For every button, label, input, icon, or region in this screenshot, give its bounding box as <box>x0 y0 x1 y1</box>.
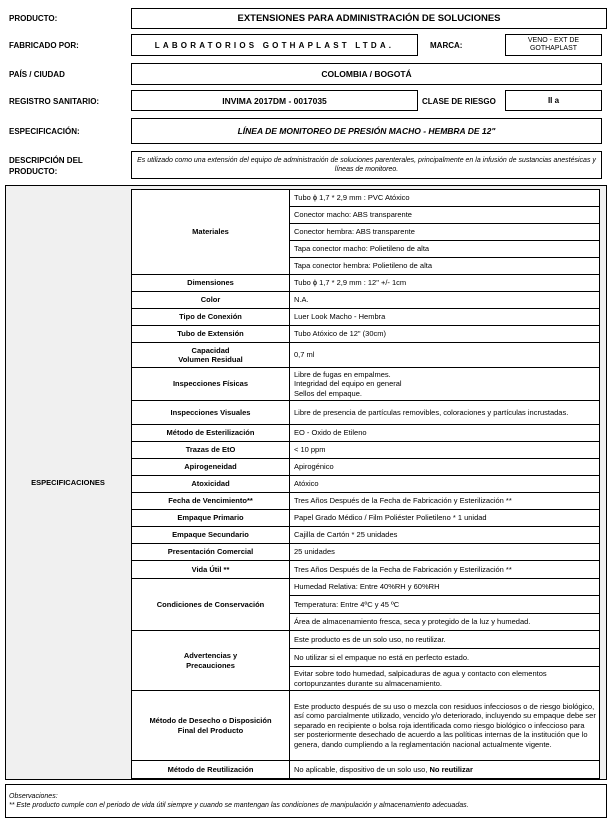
spec-value-insp-fisicas-line2: Integridad del equipo en general <box>294 379 402 389</box>
marca-value-line2: GOTHAPLAST <box>529 45 578 52</box>
spec-value-empaque-secundario: Cajilla de Cartón * 25 unidades <box>290 527 600 544</box>
spec-value-materiales-5: Tapa conector hembra: Polietileno de alta <box>290 258 600 275</box>
producto-value: EXTENSIONES PARA ADMINISTRACIÓN DE SOLUCIONES <box>131 8 607 29</box>
spec-key-vencimiento: Fecha de Vencimiento** <box>132 493 290 510</box>
spec-key-desecho <box>132 691 290 761</box>
spec-value-reutilizacion-prefix: No aplicable, dispositivo de un solo uso, <box>294 764 428 774</box>
spec-key-empaque-primario: Empaque Primario <box>132 510 290 527</box>
spec-value-advertencias-2: No utilizar si el empaque no está en perfecto estado. <box>290 649 600 667</box>
spec-key-desecho-line1: Método de Desecho o Disposición <box>149 716 272 725</box>
spec-value-materiales-1: Tubo ɸ 1,7 * 2,9 mm : PVC Atóxico <box>290 190 600 207</box>
specs-section-label: ESPECIFICACIONES <box>31 478 105 487</box>
spec-value-trazas: < 10 ppm <box>290 442 600 459</box>
registro-label: REGISTRO SANITARIO: <box>9 97 100 106</box>
observaciones-box <box>5 784 607 818</box>
descripcion-label-line1: DESCRIPCIÓN DEL <box>9 156 83 165</box>
spec-value-conservacion-3: Área de almacenamiento fresca, seca y protegido de la luz y humedad. <box>290 614 600 631</box>
marca-value <box>505 34 602 56</box>
clase-label: CLASE DE RIESGO <box>422 97 496 106</box>
spec-value-dimensiones: Tubo ɸ 1,7 * 2,9 mm : 12" +/- 1cm <box>290 275 600 292</box>
pais-label: PAÍS / CIUDAD <box>9 70 65 79</box>
producto-label: PRODUCTO: <box>9 14 58 23</box>
spec-key-advertencias <box>132 631 290 691</box>
spec-value-conservacion-2: Temperatura: Entre 4ºC y 45 ºC <box>290 596 600 614</box>
spec-key-color: Color <box>132 292 290 309</box>
spec-value-apirogeneidad: Apirogénico <box>290 459 600 476</box>
observaciones-label: Observaciones: <box>9 793 58 800</box>
spec-value-tubo-extension: Tubo Atóxico de 12" (30cm) <box>290 326 600 343</box>
specs-table <box>131 189 600 779</box>
spec-value-atoxicidad: Atóxico <box>290 476 600 493</box>
spec-key-insp-visuales: Inspecciones Visuales <box>132 401 290 425</box>
fabricado-label: FABRICADO POR: <box>9 41 79 50</box>
spec-key-advertencias-line2: Precauciones <box>186 660 235 670</box>
registro-value: INVIMA 2017DM - 0017035 <box>131 90 418 111</box>
spec-value-advertencias-3: Evitar sobre todo humedad, salpicaduras de agua y contacto con elementos cortopunzantes durante su almacenamiento. <box>290 667 600 691</box>
spec-value-tipo-conexion: Luer Look Macho - Hembra <box>290 309 600 326</box>
spec-key-insp-fisicas: Inspecciones Físicas <box>132 368 290 401</box>
descripcion-label <box>9 155 83 177</box>
spec-value-esterilizacion: EO - Oxido de Etileno <box>290 425 600 442</box>
especificacion-label: ESPECIFICACIÓN: <box>9 127 80 136</box>
marca-label: MARCA: <box>430 41 463 50</box>
spec-value-color: N.A. <box>290 292 600 309</box>
spec-value-insp-fisicas-line3: Sellos del empaque. <box>294 388 362 398</box>
spec-value-vencimiento: Tres Años Después de la Fecha de Fabricación y Esterilización ** <box>290 493 600 510</box>
spec-value-empaque-primario: Papel Grado Médico / Film Poliéster Polietileno * 1 unidad <box>290 510 600 527</box>
spec-key-capacidad-line2: Volumen Residual <box>178 355 243 364</box>
spec-value-insp-visuales: Libre de presencia de partículas removibles, coloraciones y partículas incrustadas. <box>290 401 600 425</box>
spec-key-capacidad-line1: Capacidad <box>191 345 230 355</box>
spec-value-reutilizacion-bold: No reutilizar <box>429 764 473 774</box>
spec-value-advertencias-1: Este producto es de un solo uso, no reutilizar. <box>290 631 600 649</box>
spec-key-advertencias-line1: Advertencias y <box>183 651 238 660</box>
spec-value-insp-fisicas <box>290 368 600 401</box>
spec-key-reutilizacion: Método de Reutilización <box>132 761 290 779</box>
spec-key-apirogeneidad: Apirogeneidad <box>132 459 290 476</box>
spec-value-presentacion: 25 unidades <box>290 544 600 561</box>
spec-key-materiales: Materiales <box>132 190 290 275</box>
spec-key-dimensiones: Dimensiones <box>132 275 290 292</box>
spec-key-tubo-extension: Tubo de Extensión <box>132 326 290 343</box>
spec-key-trazas: Trazas de EtO <box>132 442 290 459</box>
spec-value-materiales-4: Tapa conector macho: Polietileno de alta <box>290 241 600 258</box>
fabricado-value: LABORATORIOS GOTHAPLAST LTDA. <box>131 34 418 56</box>
spec-key-empaque-secundario: Empaque Secundario <box>132 527 290 544</box>
spec-value-materiales-3: Conector hembra: ABS transparente <box>290 224 600 241</box>
spec-value-conservacion-1: Humedad Relativa: Entre 40%RH y 60%RH <box>290 579 600 596</box>
spec-value-capacidad: 0,7 ml <box>290 343 600 368</box>
descripcion-value: Es utilizado como una extensión del equipo de administración de soluciones parenterales, principalmente en la infusión de sustancias anestésicas y líneas de monitoreo. <box>131 151 602 179</box>
spec-key-presentacion: Presentación Comercial <box>132 544 290 561</box>
spec-value-materiales-2: Conector macho: ABS transparente <box>290 207 600 224</box>
spec-key-vida-util: Vida Útil ** <box>132 561 290 579</box>
spec-value-desecho: Este producto después de su uso o mezcla con residuos infecciosos o de riesgo biológico, así como parcialmente utilizado, vencido y/o deteriorado, incluyendo su empaque debe ser separado en recipiente o bolsa roja identificada como riesgo biológico o infeccioso para ser posteriormente desechado de acuerdo a las políticas internas de la institución que lo genera, dando cumpliendo a la reglamentación nacional actualmente vigente. <box>290 691 600 761</box>
marca-value-line1: VENO - EXT DE <box>527 36 580 44</box>
spec-key-capacidad <box>132 343 290 368</box>
descripcion-label-line2: PRODUCTO: <box>9 167 58 176</box>
spec-key-atoxicidad: Atoxicidad <box>132 476 290 493</box>
observaciones-note: ** Este producto cumple con el periodo de vida útil siempre y cuando se mantengan las condiciones de manipulación y almacenamiento adecuadas. <box>9 802 469 809</box>
spec-key-conservacion: Condiciones de Conservación <box>132 579 290 631</box>
especificacion-value: LÍNEA DE MONITOREO DE PRESIÓN MACHO - HEMBRA DE 12" <box>131 118 602 144</box>
pais-value: COLOMBIA / BOGOTÁ <box>131 63 602 85</box>
clase-value: II a <box>505 90 602 111</box>
spec-value-reutilizacion <box>290 761 600 779</box>
spec-key-tipo-conexion: Tipo de Conexión <box>132 309 290 326</box>
spec-key-esterilizacion: Método de Esterilización <box>132 425 290 442</box>
spec-key-desecho-line2: Final del Producto <box>177 725 244 735</box>
spec-value-insp-fisicas-line1: Libre de fugas en empalmes. <box>294 369 391 379</box>
spec-value-vida-util: Tres Años Después de la Fecha de Fabricación y Esterilización ** <box>290 561 600 579</box>
